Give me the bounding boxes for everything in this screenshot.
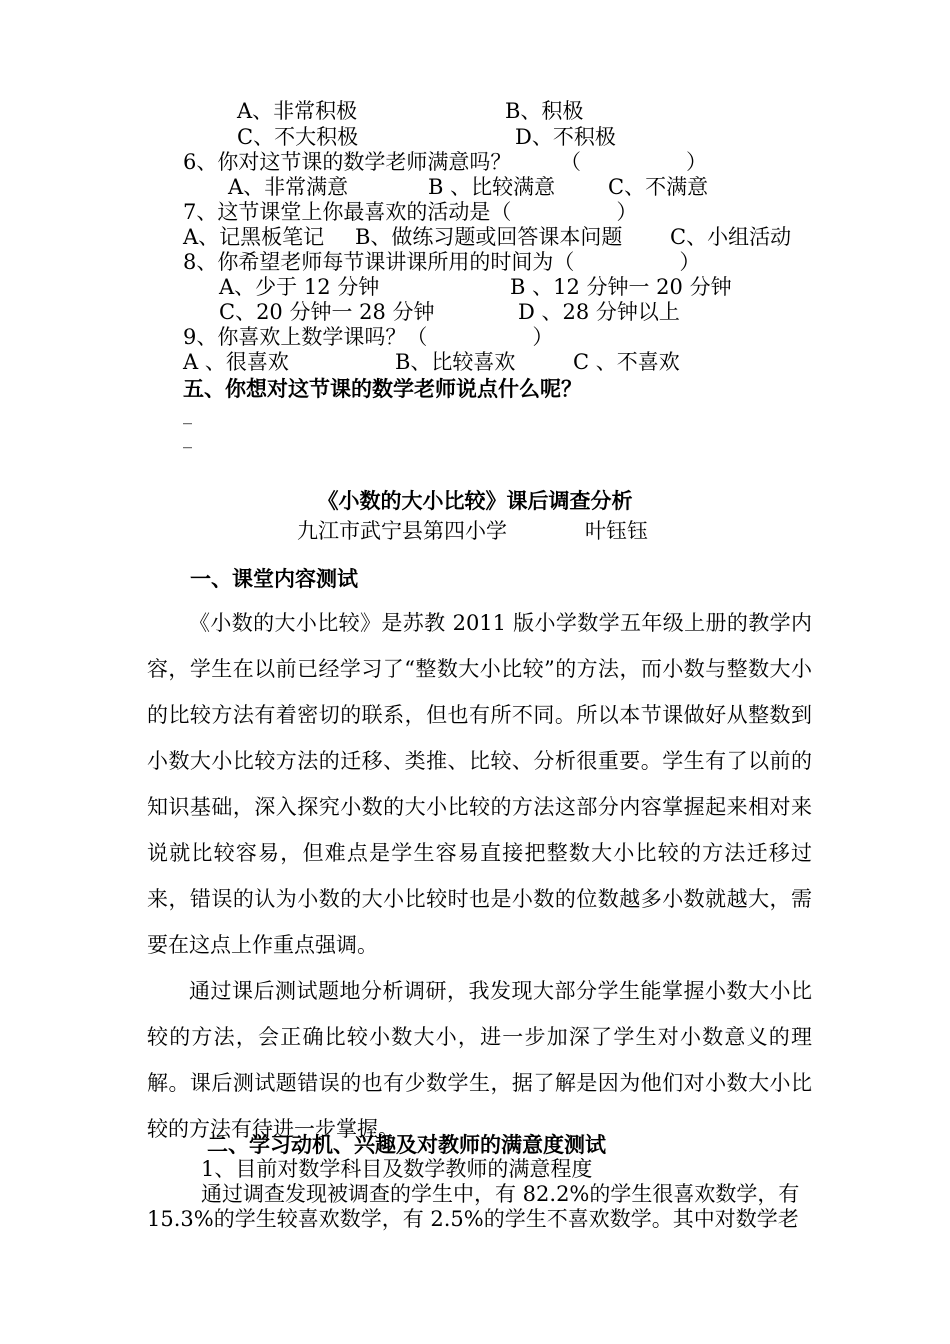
question-8: 8、你希望老师每节课讲课所用的时间为（ ） bbox=[183, 250, 701, 274]
option-q5-d: D、不积极 bbox=[515, 125, 616, 149]
author-name: 叶钰钰 bbox=[585, 519, 648, 543]
option-q8-a: A、少于 12 分钟 bbox=[219, 275, 380, 299]
part-2-text-line-2: 15.3%的学生较喜欢数学，有 2.5%的学生不喜欢数学。其中对数学老 bbox=[147, 1207, 799, 1231]
option-q7-b: B、做练习题或回答课本问题 bbox=[355, 225, 623, 249]
part-1-paragraph-1: 《小数的大小比较》是苏教 2011 版小学数学五年级上册的教学内容，学生在以前已经学习了“整数大小比较”的方法，而小数与整数大小的比较方法有着密切的联系，但也有所不同。所以本节课做好从整数到小数大小比较方法的迁移、类推、比较、分析很重要。学生有了以前的知识基础，深入探究小数的大小比较的方法这部分内容掌握起来相对来说就比较容易，但难点是学生容易直接把整数大小比较的方法迁移过来，错误的认为小数的大小比较时也是小数的位数越多小数就越大，需要在这点上作重点强调。 bbox=[147, 611, 812, 957]
part-2-subheading-1: 1、目前对数学科目及数学教师的满意程度 bbox=[201, 1157, 593, 1181]
question-6: 6、你对这节课的数学老师满意吗？ bbox=[183, 150, 512, 174]
option-q9-c: C 、不喜欢 bbox=[573, 350, 680, 374]
option-q5-a: A、非常积极 bbox=[237, 99, 358, 123]
part-2-text-line-1: 通过调查发现被调查的学生中，有 82.2%的学生很喜欢数学，有 bbox=[201, 1182, 800, 1206]
school-name: 九江市武宁县第四小学 bbox=[297, 519, 507, 543]
option-q7-c: C、小组活动 bbox=[670, 225, 792, 249]
part-1-heading: 一、课堂内容测试 bbox=[190, 567, 358, 591]
option-q8-d: D 、28 分钟以上 bbox=[518, 300, 680, 324]
option-q9-b: B、比较喜欢 bbox=[395, 350, 516, 374]
option-q6-a: A、非常满意 bbox=[228, 175, 349, 199]
option-q5-c: C、不大积极 bbox=[237, 125, 359, 149]
option-q8-b: B 、12 分钟一 20 分钟 bbox=[510, 275, 732, 299]
question-6-blank: （ ） bbox=[560, 150, 707, 174]
option-q5-b: B、积极 bbox=[505, 99, 584, 123]
section-5-heading: 五、你想对这节课的数学老师说点什么呢？ bbox=[183, 377, 582, 401]
option-q8-c: C、20 分钟一 28 分钟 bbox=[219, 300, 435, 324]
option-q6-b: B 、比较满意 bbox=[428, 175, 556, 199]
answer-line-1: _ bbox=[183, 404, 192, 425]
question-7: 7、这节课堂上你最喜欢的活动是（ ） bbox=[183, 200, 638, 224]
question-9: 9、你喜欢上数学课吗？（ ） bbox=[183, 325, 554, 349]
option-q7-a: A、记黑板笔记 bbox=[183, 225, 325, 249]
report-title: 《小数的大小比较》课后调查分析 bbox=[317, 489, 633, 513]
part-2-heading: 二、学习动机、兴趣及对教师的满意度测试 bbox=[207, 1133, 606, 1157]
option-q6-c: C、不满意 bbox=[608, 175, 709, 199]
part-1-paragraph-2: 通过课后测试题地分析调研，我发现大部分学生能掌握小数大小比较的方法，会正确比较小数大小，进一步加深了学生对小数意义的理解。课后测试题错误的也有少数学生，据了解是因为他们对小数大小比较的方法有待进一步掌握。 bbox=[147, 979, 812, 1141]
option-q9-a: A 、很喜欢 bbox=[183, 350, 289, 374]
answer-line-2: _ bbox=[183, 428, 192, 449]
